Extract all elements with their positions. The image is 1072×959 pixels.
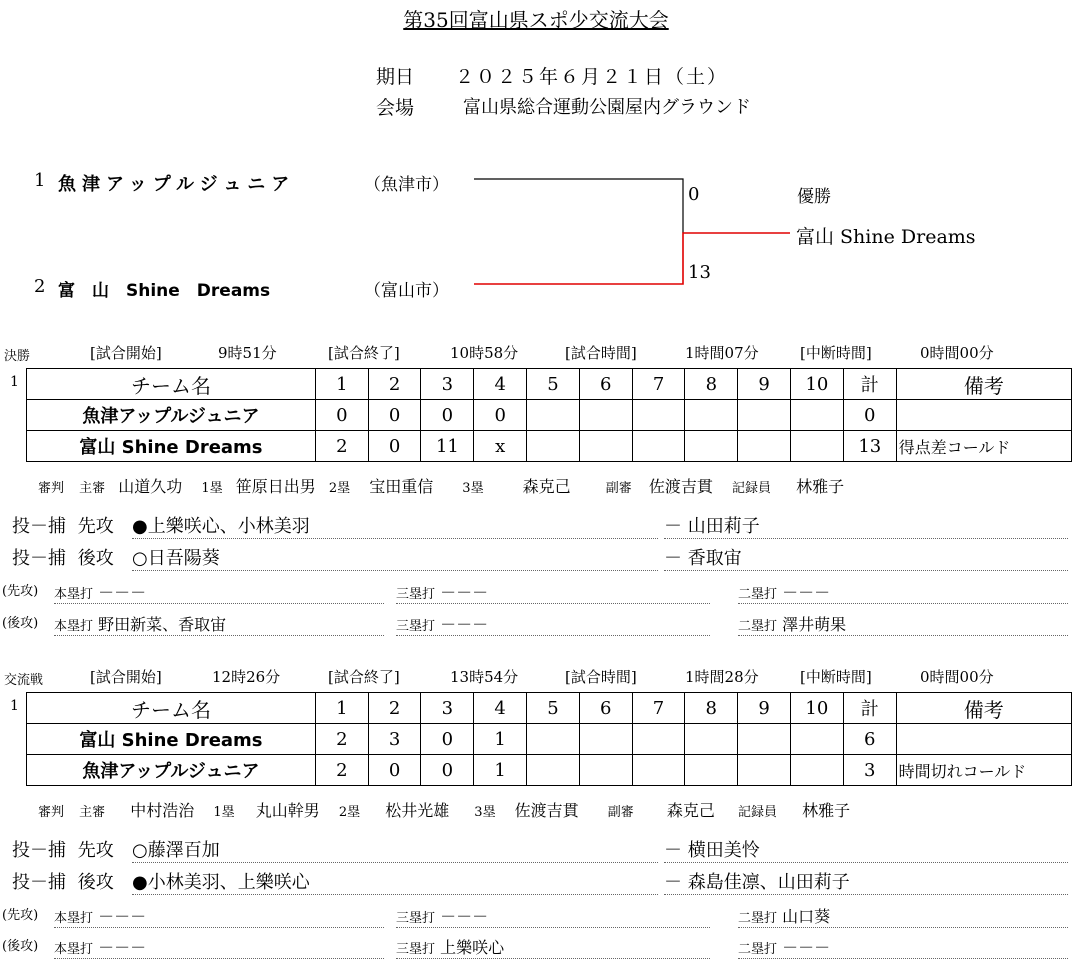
scoreboard-header-row: [27, 369, 1072, 400]
game1-hr-second: [54, 612, 384, 636]
game2-battery-first-label: [12, 836, 114, 862]
triple-label: 三塁打: [396, 942, 436, 957]
hits-side: (先攻): [2, 908, 39, 923]
header-inning: 2: [368, 693, 421, 724]
second-base-label: 2塁: [328, 481, 351, 496]
triple-value: －－－: [440, 583, 489, 602]
game2-end-time: 13時54分: [450, 668, 519, 686]
header-inning: 9: [738, 369, 791, 400]
header-team-name: チーム名: [27, 369, 316, 400]
team1-name: 魚津アップルジュニア: [58, 174, 296, 195]
header-inning: 2: [368, 369, 421, 400]
inning-score: [790, 755, 843, 786]
hr-value: －－－: [98, 583, 147, 602]
double-value: －－－: [782, 938, 831, 957]
venue-value: 富山県総合運動公園屋内グラウンド: [463, 97, 751, 118]
game1-first-pitchers: ●上樂咲心、小林美羽: [132, 512, 658, 539]
inning-score: 0: [421, 755, 474, 786]
plate-umpire-label: 主審: [79, 481, 106, 496]
double-label: 二塁打: [738, 942, 778, 957]
table-row: [27, 755, 1072, 786]
game1-number: 1: [10, 374, 19, 390]
inning-score: [790, 724, 843, 755]
hits-side: (後攻): [2, 939, 39, 954]
triple-label: 三塁打: [396, 587, 436, 602]
inning-score: 0: [368, 755, 421, 786]
header-total: 計: [843, 693, 896, 724]
game1-umpires: [38, 474, 844, 497]
total-score: 6: [843, 724, 896, 755]
team1-score: 0: [688, 184, 700, 205]
total-score: 3: [843, 755, 896, 786]
row-team-name: 富山 Shine Dreams: [27, 724, 316, 755]
battery-side: 先攻: [77, 840, 114, 861]
game2-double-second: [738, 935, 1068, 959]
game1-first-catchers: － 山田莉子: [664, 512, 1068, 539]
table-row: [27, 431, 1072, 462]
remarks: [896, 724, 1071, 755]
header-inning: 3: [421, 369, 474, 400]
game1-hits-second: [2, 612, 38, 631]
game1-dur-time: 1時間07分: [685, 344, 759, 362]
date-value: ２０２５年６月２１日（土）: [455, 66, 729, 88]
header-inning: 7: [632, 369, 685, 400]
hits-side: (後攻): [2, 616, 39, 631]
battery-label: 投－捕: [12, 840, 66, 861]
battery-label: 投－捕: [12, 548, 66, 569]
sub-umpire-label: 副審: [605, 481, 632, 496]
game1-second-catchers: － 香取宙: [664, 544, 1068, 571]
game2-double-first: [738, 904, 1068, 928]
inning-score: 11: [421, 431, 474, 462]
inning-score: [579, 724, 632, 755]
champion-name: 富山 Shine Dreams: [796, 226, 976, 248]
inning-score: [685, 724, 738, 755]
game1-battery-second-label: [12, 544, 114, 570]
game2-hr-second: [54, 935, 384, 959]
first-base-label: 1塁: [201, 481, 223, 496]
game1-start-label: [試合開始]: [90, 344, 162, 362]
inning-score: x: [474, 431, 527, 462]
inning-score: 0: [315, 400, 368, 431]
bracket-lines: [0, 0, 1072, 330]
third-base-umpire: 森克己: [522, 477, 571, 496]
team2-score: 13: [688, 262, 711, 283]
game2-second-pitchers: ●小林美羽、上樂咲心: [132, 868, 658, 895]
inning-score: [527, 431, 580, 462]
recorder: 林雅子: [802, 801, 851, 820]
double-label: 二塁打: [738, 911, 778, 926]
battery-label: 投－捕: [12, 872, 66, 893]
game2-second-catchers: － 森島佳凛、山田莉子: [664, 868, 1068, 895]
team2-number: 2: [34, 276, 46, 297]
inning-score: 3: [368, 724, 421, 755]
recorder: 林雅子: [796, 477, 845, 496]
game2-first-catchers: － 横田美怜: [664, 836, 1068, 863]
inning-score: 1: [474, 724, 527, 755]
game1-start-time: 9時51分: [218, 344, 277, 362]
battery-side: 後攻: [77, 872, 114, 893]
inning-score: [685, 400, 738, 431]
plate-umpire-label: 主審: [79, 805, 106, 820]
header-inning: 10: [791, 369, 844, 400]
inning-score: [527, 724, 580, 755]
game2-first-pitchers: ○藤澤百加: [132, 836, 658, 863]
inning-score: 0: [368, 400, 421, 431]
hr-label: 本塁打: [54, 619, 94, 634]
title-text: 第35回富山県スポ少交流大会: [403, 8, 669, 32]
game1-triple-first: [396, 580, 710, 604]
triple-value: 上樂咲心: [440, 938, 505, 957]
third-base-label: 3塁: [474, 805, 496, 820]
header-inning: 6: [579, 369, 632, 400]
header-remarks: 備考: [896, 369, 1071, 400]
game1-round: 決勝: [4, 349, 31, 364]
row-team-name: 魚津アップルジュニア: [27, 400, 316, 431]
header-inning: 7: [632, 693, 685, 724]
game2-hr-first: [54, 904, 384, 928]
hr-label: 本塁打: [54, 942, 94, 957]
inning-score: 2: [315, 755, 368, 786]
game2-hits-first: [2, 904, 38, 923]
inning-score: [579, 400, 632, 431]
hr-value: －－－: [98, 938, 147, 957]
inning-score: [791, 431, 844, 462]
game1-end-time: 10時58分: [450, 344, 519, 362]
game1-hits-first: [2, 580, 38, 599]
remarks: 時間切れコールド: [896, 755, 1071, 786]
game2-triple-first: [396, 904, 710, 928]
sub-umpire: 森克己: [666, 801, 715, 820]
inning-score: [527, 400, 580, 431]
team1-number: 1: [34, 170, 46, 191]
third-base-umpire: 佐渡吉貫: [514, 801, 579, 820]
umpire-label: 審判: [38, 805, 65, 820]
recorder-label: 記録員: [738, 805, 778, 820]
header-inning: 4: [474, 369, 527, 400]
game2-break-label: [中断時間]: [800, 668, 872, 686]
inning-score: [685, 755, 738, 786]
first-base-umpire: 笹原日出男: [235, 477, 316, 496]
header-inning: 6: [579, 693, 632, 724]
inning-score: 2: [315, 724, 368, 755]
inning-score: 0: [421, 400, 474, 431]
plate-umpire: 山道久功: [118, 477, 183, 496]
header-inning: 8: [685, 369, 738, 400]
header-total: 計: [843, 369, 896, 400]
table-row: [27, 400, 1072, 431]
game2-umpires: [38, 798, 850, 821]
header-inning: 3: [421, 693, 474, 724]
remarks: [896, 400, 1071, 431]
hr-value: 野田新菜、香取宙: [98, 615, 227, 634]
game1-dur-label: [試合時間]: [565, 344, 637, 362]
bracket-line-team2: [474, 233, 790, 284]
first-base-umpire: 丸山幹男: [255, 801, 320, 820]
team2-city: （富山市）: [364, 281, 449, 301]
inning-score: [632, 400, 685, 431]
bracket-line-team1: [474, 179, 683, 233]
hr-label: 本塁打: [54, 911, 94, 926]
game1-break-time: 0時間00分: [920, 344, 994, 362]
table-row: [27, 724, 1072, 755]
total-score: 13: [843, 431, 896, 462]
row-team-name: 魚津アップルジュニア: [27, 755, 316, 786]
double-label: 二塁打: [738, 587, 778, 602]
game1-scoreboard: [26, 368, 1072, 462]
total-score: 0: [843, 400, 896, 431]
game2-scoreboard: [26, 692, 1072, 786]
header-inning: 9: [738, 693, 791, 724]
game2-number: 1: [10, 698, 19, 714]
double-value: 山口葵: [782, 907, 831, 926]
inning-score: [738, 755, 791, 786]
game2-start-label: [試合開始]: [90, 668, 162, 686]
header-inning: 1: [315, 693, 368, 724]
game1-double-first: [738, 580, 1068, 604]
inning-score: [738, 431, 791, 462]
champion-label: 優勝: [797, 187, 831, 207]
recorder-label: 記録員: [732, 481, 772, 496]
hits-side: (先攻): [2, 584, 39, 599]
hr-label: 本塁打: [54, 587, 94, 602]
third-base-label: 3塁: [462, 481, 484, 496]
battery-side: 後攻: [77, 548, 114, 569]
remarks: 得点差コールド: [896, 431, 1071, 462]
hr-value: －－－: [98, 907, 147, 926]
inning-score: [579, 755, 632, 786]
double-value: －－－: [782, 583, 831, 602]
inning-score: 0: [474, 400, 527, 431]
header-inning: 8: [685, 693, 738, 724]
sub-umpire-label: 副審: [607, 805, 634, 820]
game2-round: 交流戦: [4, 673, 44, 688]
battery-label: 投－捕: [12, 516, 66, 537]
team2-name: 富 山 Shine Dreams: [58, 281, 271, 301]
game1-second-pitchers: ○日吾陽葵: [132, 544, 658, 571]
inning-score: 1: [474, 755, 527, 786]
game2-break-time: 0時間00分: [920, 668, 994, 686]
triple-value: －－－: [440, 907, 489, 926]
double-label: 二塁打: [738, 619, 778, 634]
date-label: 期日: [376, 66, 415, 88]
game1-hr-first: [54, 580, 384, 604]
plate-umpire: 中村浩治: [130, 801, 195, 820]
second-base-umpire: 宝田重信: [369, 477, 434, 496]
header-inning: 5: [527, 369, 580, 400]
sub-umpire: 佐渡吉貫: [648, 477, 713, 496]
triple-value: －－－: [440, 615, 489, 634]
game2-triple-second: [396, 935, 710, 959]
header-team-name: チーム名: [27, 693, 316, 724]
venue-label: 会場: [376, 97, 415, 119]
row-team-name: 富山 Shine Dreams: [27, 431, 316, 462]
inning-score: [632, 755, 685, 786]
game1-triple-second: [396, 612, 710, 636]
inning-score: [791, 400, 844, 431]
inning-score: [738, 400, 791, 431]
game1-battery-first-label: [12, 512, 114, 538]
inning-score: 2: [315, 431, 368, 462]
second-base-umpire: 松井光雄: [385, 801, 450, 820]
game2-end-label: [試合終了]: [328, 668, 400, 686]
double-value: 澤井萌果: [782, 615, 847, 634]
inning-score: [527, 755, 580, 786]
game2-dur-label: [試合時間]: [565, 668, 637, 686]
inning-score: 0: [421, 724, 474, 755]
header-inning: 1: [315, 369, 368, 400]
second-base-label: 2塁: [338, 805, 361, 820]
inning-score: [685, 431, 738, 462]
triple-label: 三塁打: [396, 911, 436, 926]
game2-hits-second: [2, 935, 38, 954]
umpire-label: 審判: [38, 481, 65, 496]
header-remarks: 備考: [896, 693, 1071, 724]
inning-score: [632, 724, 685, 755]
inning-score: [579, 431, 632, 462]
battery-side: 先攻: [77, 516, 114, 537]
header-inning: 4: [474, 693, 527, 724]
inning-score: [738, 724, 791, 755]
header-inning: 10: [790, 693, 843, 724]
team1-city: （魚津市）: [364, 175, 449, 195]
game1-break-label: [中断時間]: [800, 344, 872, 362]
header-inning: 5: [527, 693, 580, 724]
game2-start-time: 12時26分: [212, 668, 281, 686]
game2-dur-time: 1時間28分: [685, 668, 759, 686]
triple-label: 三塁打: [396, 619, 436, 634]
first-base-label: 1塁: [213, 805, 235, 820]
inning-score: 0: [368, 431, 421, 462]
game1-end-label: [試合終了]: [328, 344, 400, 362]
inning-score: [632, 431, 685, 462]
scoreboard-header-row: [27, 693, 1072, 724]
game2-battery-second-label: [12, 868, 114, 894]
game1-double-second: [738, 612, 1068, 636]
